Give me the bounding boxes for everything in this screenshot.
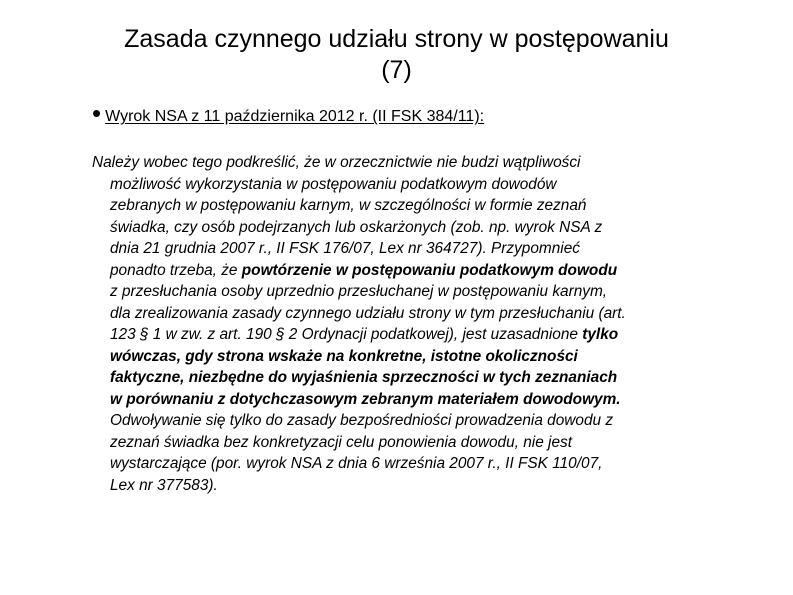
emphasis-text: wówczas, gdy strona wskaże na konkretne, istotne okoliczności <box>110 347 578 365</box>
quote-line <box>92 324 732 346</box>
quote-line: zeznań świadka bez konkretyzacji celu ponowienia dowodu, nie jest <box>110 433 572 451</box>
quote-line: zebranych w postępowaniu karnym, w szczególności w formie zeznań <box>110 197 587 214</box>
quote-line: możliwość wykorzystania w postępowaniu podatkowym dowodów <box>110 175 557 193</box>
bullet-icon: • <box>92 98 102 128</box>
emphasis-text: powtórzenie w postępowaniu podatkowym dowodu <box>241 261 618 279</box>
quote-text: ponadto trzeba, że <box>110 261 242 279</box>
quote-line: świadka, czy osób podejrzanych lub oskarżonych (zob. np. wyrok NSA z <box>110 218 603 236</box>
quote-line: Lex nr 377583). <box>110 476 218 494</box>
bullet-item <box>92 98 752 129</box>
slide-title <box>60 24 733 86</box>
bullet-text: Wyrok NSA z 11 października 2012 r. (II FSK 384/11): <box>105 108 485 125</box>
quote-line-emphasis <box>92 389 732 411</box>
emphasis-text: w porównaniu z dotychczasowym zebranym materiałem dowodowym. <box>110 390 621 408</box>
quote-line: Należy wobec tego podkreślić, że w orzecznictwie nie budzi wątpliwości <box>92 154 581 171</box>
quote-text: 123 § 1 w zw. z art. 190 § 2 Ordynacji podatkowej), jest uzasadnione <box>110 326 583 343</box>
quote-line: wystarczające (por. wyrok NSA z dnia 6 września 2007 r., II FSK 110/07, <box>110 455 603 472</box>
quote-line-emphasis <box>92 346 732 368</box>
quote-line: dnia 21 grudnia 2007 r., II FSK 176/07, Lex nr 364727). Przypomnieć <box>110 240 580 257</box>
quote-paragraph <box>92 152 732 496</box>
quote-line: z przesłuchania osoby uprzednio przesłuchanej w postępowaniu karnym, <box>110 283 608 300</box>
quote-line: dla zrealizowania zasady czynnego udziału strony w tym przesłuchaniu (art. <box>110 304 626 322</box>
emphasis-text: faktyczne, niezbędne do wyjaśnienia sprzeczności w tych zeznaniach <box>110 369 618 386</box>
quote-line: Odwoływanie się tylko do zasady bezpośredniości prowadzenia dowodu z <box>110 412 614 429</box>
quote-line-emphasis <box>92 367 732 389</box>
quote-line <box>92 260 732 282</box>
emphasis-text: tylko <box>582 326 619 343</box>
slide-title-line-2: (7) <box>381 56 412 84</box>
slide-title-line-1: Zasada czynnego udziału strony w postępowaniu <box>124 25 669 53</box>
